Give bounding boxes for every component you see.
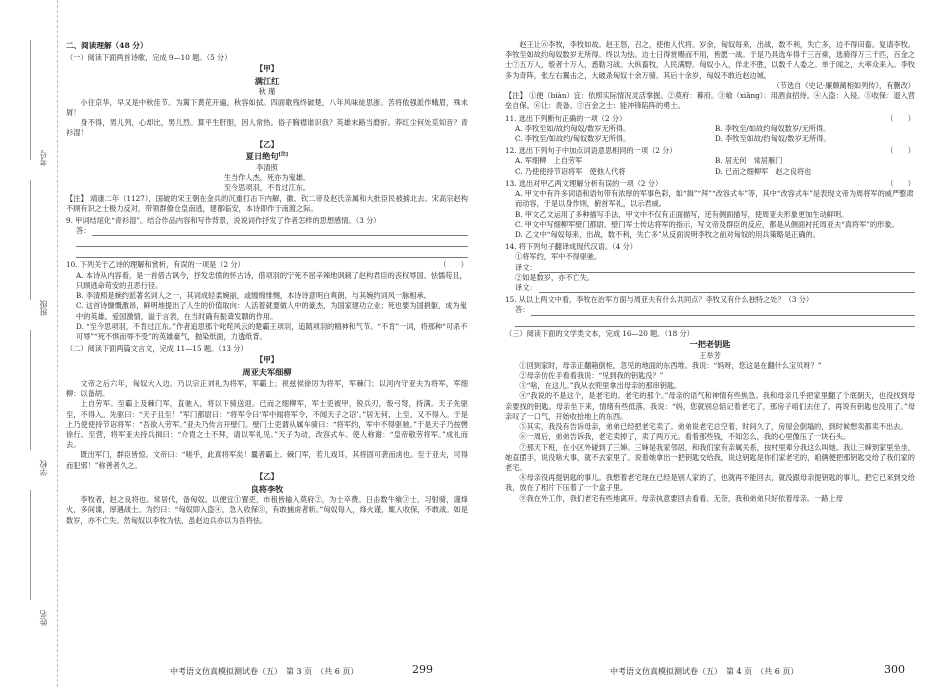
option-d: D. 李牧至如故/约匈奴/数岁无所得。 xyxy=(715,133,831,143)
question-12-options xyxy=(505,156,915,176)
answer-paren[interactable]: （ ） xyxy=(886,113,915,123)
poem-a-line: 小住京华，早又是中秋佳节。为篱下黄花开遍，秋容如拭。四面歌残终破楚，八年风味徒思浙。苦将侬强派作蛾眉，殊未屑！ xyxy=(66,97,468,117)
option-c: C. 这首诗慷慨激昂，鲜明地提出了人生的价值取向：人活着就要做人中的豪杰，为国家建功立业；死也要为国捐躯，成为鬼中的英雄。爱国激情，溢于言表，在当时确有振聋发聩的作用。 xyxy=(76,301,467,321)
text-a-paragraph: 上自劳军。至霸上及棘门军，直驰入，将以下骑送迎。已而之细柳军，军士吏被甲，锐兵刃，彀弓弩，持满。天子先驱至，不得入。先驱曰：“天子且至！”军门都尉曰：“将军令曰‘军中闻将军令，不闻天子之诏’。”居无何，上至，又不得入。于是上乃使使持节诏将军：“吾欲入劳军。”亚夫乃传言开壁门。壁门士吏谓从属车骑曰：“将军约，军中不得驱驰。”于是天子乃按辔徐行。至营，将军亚夫持兵揖曰：“介胄之士不拜，请以军礼见。”天子为动，改容式车。使人称谢：“皇帝敬劳将军。”成礼而去。 xyxy=(66,399,468,450)
footer-title: 中考语文仿真模拟测试卷（五） xyxy=(170,667,278,676)
footer-left xyxy=(170,666,358,677)
poem-b-title-text: 夏日绝句 xyxy=(245,151,279,162)
page-number-right: 300 xyxy=(884,663,905,676)
question-15-stem: 15. 从以上两文中看，李牧在治军方面与周亚夫有什么共同点？李牧又有什么独特之处？（3 分） xyxy=(505,295,814,305)
question-12-stem: 12. 选出下列句子中加点词语意思相同的一项（2 分） xyxy=(505,146,677,156)
option-b: B. 甲文乙文运用了多种描写手法，甲文中不仅有正面描写，还有侧面描写，使周亚夫形象更加生动鲜明。 xyxy=(515,209,849,219)
answer-area-15[interactable] xyxy=(505,305,915,315)
story-paragraph: ③“啥，在这儿。”我从衣兜里拿出母亲的那串钥匙。 xyxy=(519,381,682,391)
question-13-stem: 13. 选出对甲乙两文理解分析有误的一项（2 分） xyxy=(505,178,663,188)
page-right xyxy=(505,40,915,640)
page-number-left: 299 xyxy=(412,663,433,676)
poem-a-title: 满江红 xyxy=(254,75,280,86)
answer-line[interactable] xyxy=(539,264,915,273)
poem-b-line: 至今思项羽，不肯过江东。 xyxy=(223,183,311,193)
story-author: 王举芳 xyxy=(699,350,721,360)
question-10-stem: 10. 下列关于乙诗的理解和赏析，有误的一项是（2 分） xyxy=(66,260,245,270)
story-paragraph: ⑦那天下班，在小区外碰到了三婶。三婶是我家邻居，和我们家有亲属关系，按村里辈分我这么叫她。我让三婶到家里坐坐，她直摆手，说没啥大事，就不去家里了。说着她拿出一把钥匙交给我，说这钥匙是你们家老宅的，咱俩便把那钥匙交给了我们家的老宅。 xyxy=(505,442,915,472)
text-a-paragraph: 既出军门，群臣皆惊。文帝曰：“嗟乎，此真将军矣！曩者霸上、棘门军，若儿戏耳，其将固可袭而虏也。至于亚夫，可得而犯邪！”称善者久之。 xyxy=(66,450,468,470)
option-b: B. 居无何 常居雁门 xyxy=(715,156,783,166)
story-paragraph: ⑤其实，我没有告诉母亲，弟弟已经把老宅卖了。弟弟说老宅总空着，时间久了，房屋会倒塌的，到时候想卖都卖不出去。 xyxy=(519,422,908,432)
translation-label: 译文： xyxy=(515,262,537,272)
answer-line[interactable] xyxy=(76,237,468,247)
story-paragraph: ⑨我在外工作，我们老宅有些地离开。母亲执意要回去看看。无奈，我和弟弟只好依着母亲。一路上母 xyxy=(519,493,843,503)
page-left xyxy=(66,40,468,640)
story-paragraph: ②母亲仿佐手看看我说：“见到我的钥匙没？” xyxy=(519,370,664,380)
question-12 xyxy=(505,146,915,156)
answer-paren[interactable]: （ ） xyxy=(886,146,915,156)
question-9-stem: 9. 甲词结尾化“青衫湿”。结合作品内容和写作背景，说说词作抒发了作者怎样的思想感情。（3 分） xyxy=(66,216,381,226)
question-14-stem: 14. 将下列句子翻译成现代汉语。（4 分） xyxy=(505,242,637,252)
poem-a-tag: 【甲】 xyxy=(255,64,279,73)
margin-label-class: 班级 xyxy=(39,300,48,316)
story-title: 一把老钥匙 xyxy=(689,338,731,349)
question-11-options xyxy=(505,124,915,144)
answer-line[interactable] xyxy=(515,317,915,327)
question-10 xyxy=(66,260,468,270)
margin-rule xyxy=(30,180,31,300)
text-a-title: 周亚夫军细柳 xyxy=(242,367,292,378)
margin-rule xyxy=(30,330,31,450)
text-a-paragraph: 文帝之后六年，匈奴大入边。乃以宗正刘礼为将军，军霸上；祝兹侯徐厉为将军，军棘门；以河内守亚夫为将军，军细柳：以备胡。 xyxy=(66,378,468,399)
answer-label: 答： xyxy=(515,305,530,315)
option-a: A. 军细柳 上自劳军 xyxy=(515,156,583,166)
poem-b-title xyxy=(66,151,468,163)
option-c: C. 乃使使持节诏将军 使他人代将 xyxy=(515,166,626,176)
answer-paren[interactable]: （ ） xyxy=(439,260,468,270)
translation-label: 译文： xyxy=(515,283,537,293)
story-paragraph: ⑥一周后，弟弟告诉我，老宅卖掉了，卖了两万元。看着那些钱，不知怎么，我的心里像压了一块石头。 xyxy=(519,432,851,442)
margin-label-school: 学校 xyxy=(39,460,48,476)
answer-line[interactable] xyxy=(531,307,915,316)
story-paragraph: ⑧母亲没再提钥匙的事儿。我想着老宅现在已经是别人家的了，也就再不能回去，就没跟母亲提钥匙的事儿，把它已来到交给我，放在了相片下压着了一个盒子里。 xyxy=(505,473,915,493)
text-b-notes: 【注】 ①便（biàn）宜：依照实际情况灵活掌握。②莫府：幕府。③飨（xiǎng）：用酒食招待。④入盗：入侵。⑤收保：退入营垒自保。⑥让：责备。⑦百金之士：能冲锋陷阵的勇士。 xyxy=(505,91,915,111)
binding-margin xyxy=(0,0,58,687)
poem-a-author: 秋 瑾 xyxy=(258,87,276,97)
text-b-paragraph: 赵王让⑥李牧，李牧如故。赵王怒，召之，使他人代将。岁余，匈奴每来，出战，数不利，失亡多，边不得田畜。复请李牧。李牧至如故约匈奴数岁无所得。终以为怯。边士日得赏赐而不用，皆愿一战。于是乃具选车得千三百乘，选骑得万三千匹，百金之士⑦五万人，彀者十万人，悉勒习战。大纵畜牧，人民满野。匈奴小入，佯北不胜，以数千人委之。单于闻之，大率众来入。李牧多为奇阵，张左右翼击之，大破杀匈奴十余万骑。其后十余岁，匈奴不敢近赵边城。 xyxy=(505,40,915,80)
story-paragraph: ①回到家时，母亲正翻箱倒柜，忽见的地面的东西堆。我说：“妈呀，您这是在翻什么宝贝呀？” xyxy=(519,360,822,370)
text-a-tag: 【甲】 xyxy=(255,355,279,365)
story-paragraph: ④“我说的不是这个，是老宅的。老宅的那个。”母亲的语气和神情有些焦急。我和母亲几乎把家里翻了个底朝天，也没找到母亲要找的钥匙。母亲坐下来，情绪有些低落。我说：“妈，您就别总惦记着老宅了，那房子咱们去住了，再说有钥匙也没用了。”母亲叹了一口气，开始收拾地上的东西。 xyxy=(505,391,915,421)
option-c: C. 李牧至/如故约/匈奴数岁无所得。 xyxy=(515,133,631,143)
option-d: D. “至今思项羽，不肯过江东。”作者追思那个叱咤风云的楚霸王项羽，追随项羽的精神和气节。“不肯”一词，将那种“可杀不可辱”“死不惧而辱不受”的英雄豪气，抛染纸面，力透纸背。 xyxy=(76,321,468,341)
text-b-title: 良将李牧 xyxy=(250,483,284,494)
poem-a-line: 身不得，男儿列，心却比，男儿烈。算平生肝胆，因人常热。俗子胸襟谁识我？英雄末路当磨折。莽红尘何处觅知音？青衫湿！ xyxy=(66,118,468,138)
answer-line[interactable] xyxy=(92,227,468,236)
question-14 xyxy=(505,242,915,252)
translation-answer[interactable] xyxy=(505,263,915,273)
option-b: B. 李牧至/如故约匈奴数岁/无所得。 xyxy=(715,123,831,133)
option-a: A. 李牧至如/故约匈奴/数岁无所得。 xyxy=(515,123,631,133)
answer-line[interactable] xyxy=(539,284,915,293)
part-two-instructions: （二）阅读下面两篇文言文，完成 11—15 题。（13 分） xyxy=(66,344,248,354)
answer-label: 答： xyxy=(76,226,91,236)
option-a: A. 甲文中有许多词语和语句带有浓厚的军事色彩，如“揖”“拜”“改容式车”等，其中“改容式车”是表现文帝为周将军的威严整肃而动容，于是以身作则，俯首军礼，以示君威。 xyxy=(515,189,914,209)
answer-area-9[interactable] xyxy=(66,226,468,236)
margin-label-name: 姓名 xyxy=(39,610,48,626)
footer-page: 第 3 页 （共 6 页） xyxy=(286,667,359,676)
poem-b-line: 生当作人杰，死亦为鬼雄。 xyxy=(223,173,311,183)
translation-answer[interactable] xyxy=(505,283,915,293)
part-three-instructions: （三）阅读下面的文学类文本，完成 16—20 题。（18 分） xyxy=(505,328,694,338)
text-b-paragraph: 李牧者，赵之良将也。常居代，备匈奴。以便宜①置吏，市租皆输入莫府②，为士卒费。日击数牛飨③士，习射骑，谨烽火，多间谍，厚遇战士。为约曰：“匈奴即入盗④，急入收保⑤，有敢捕虏者斩。”匈奴每入，烽火谨，辄入收保，不敢战。如是数岁，亦不亡失。然匈奴以李牧为怯，虽赵边兵亦以为吾将怯。 xyxy=(66,495,468,525)
margin-rule xyxy=(30,490,31,600)
option-d: D. 已而之细柳军 赵之良将也 xyxy=(715,166,812,176)
poem-b-note: 【注】 靖康二年（1127），国破的宋王朝在金兵的沉重打击下内解，徽、钦二帝及赵氏亲属和大批臣民被掳北去。宋高宗赵构不顾有识之士极力反对，带领群僚仓皇南逃，建都临安，本诗即作于南渡之际。 xyxy=(66,193,468,213)
part-one-instructions: （一）阅读下面两首诗歌，完成 9—10 题。（5 分） xyxy=(66,52,232,62)
text-b-tag: 【乙】 xyxy=(255,471,279,481)
option-c: C. 甲文中写细柳军壁门都尉、壁门军士传达将军的指示，写文帝及群臣的反应，都是从侧面衬托周亚夫“真将军”的形象。 xyxy=(515,219,899,229)
poem-b-title-note: [注] xyxy=(278,151,289,158)
question-9 xyxy=(66,216,468,226)
option-d: D. 乙文中“匈奴每来，出战，数不利，失亡多”从反面说明李牧之前对匈奴的用兵策略是正确的。 xyxy=(515,229,820,239)
section-title: 二、阅读理解（48 分） xyxy=(66,41,148,50)
poem-b-author: 李清照 xyxy=(256,162,278,172)
question-11-stem: 11. 选出下列断句正确的一项（2 分） xyxy=(505,113,627,123)
footer-right xyxy=(610,666,798,677)
question-13 xyxy=(505,179,915,189)
question-11 xyxy=(505,114,915,124)
footer-page: 第 4 页 （共 6 页） xyxy=(726,667,799,676)
translation-item: ②如是数岁，亦不亡失。 xyxy=(515,272,595,282)
question-15 xyxy=(505,295,915,305)
option-a: A. 本诗从内容看，是一首借古讽今，抒发忠愤的怀古诗，借项羽的宁死不屈辛辣地讽刺了赵构君臣的丧权辱国、怯懦苟且，只顾逃命苟安的丑恶行径。 xyxy=(76,270,467,290)
answer-line[interactable] xyxy=(76,248,468,258)
margin-label-exam-no: 考号 xyxy=(39,150,48,166)
text-b-source: （节选自《史记·廉颇蔺相如列传》，有删改） xyxy=(772,80,915,90)
option-b: B. 李清照是婉约派著名词人之一，其词成轻柔婉丽，或缠绵悱恻，本诗诗意明白爽朗，与其婉约词风一脉相承。 xyxy=(76,291,431,301)
poem-b-tag: 【乙】 xyxy=(255,139,279,149)
footer-title: 中考语文仿真模拟测试卷（五） xyxy=(610,667,718,676)
translation-item: ①将军约，军中不得驱驰。 xyxy=(515,252,602,262)
answer-paren[interactable]: （ ） xyxy=(886,178,915,188)
margin-rule xyxy=(30,40,31,160)
